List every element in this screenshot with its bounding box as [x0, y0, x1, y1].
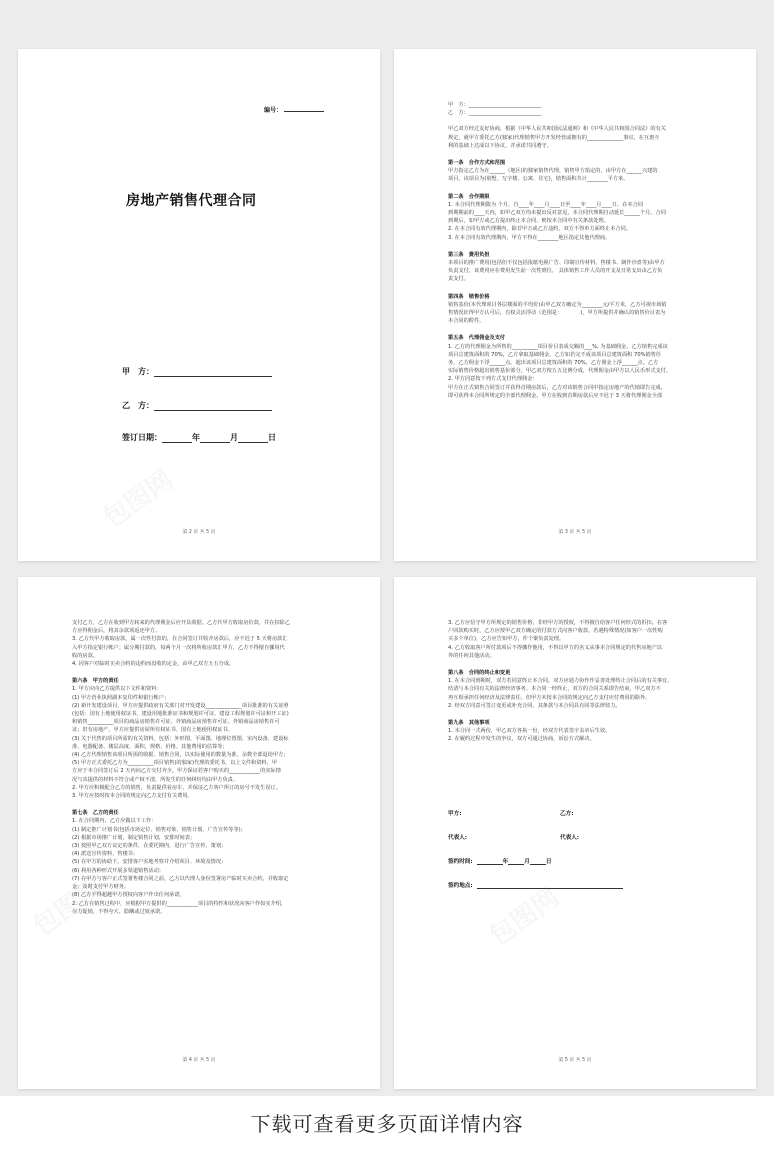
- section-heading: 第八条 合同的终止和变更: [448, 670, 511, 677]
- text-line: 外的任何其他活动。: [448, 652, 495, 659]
- text-line: 2. 在本合同有效代理期内，除非甲方或乙方违约，双方不得单方面终止本合同。: [448, 226, 631, 233]
- text-line: (4) 乙方代理销售该项目所需的收据、销售合同，以实际使用的数量为准，余数全部退给甲方；: [72, 752, 289, 759]
- text-line: 况与其提供的材料不符合或产权不清，所发生的任何纠纷均由甲方负责。: [72, 776, 239, 783]
- text-line: (5) 甲方正式委托乙方为__________项目销售(的独家)代理的委托书，以上文件和资料，甲: [72, 760, 277, 767]
- text-line: 收的房款。: [72, 652, 98, 659]
- section-heading: 第四条 销售价格: [448, 293, 490, 300]
- text-line: 1. 甲方应向乙方提供以下文件和资料：: [72, 686, 162, 693]
- text-line: (2) 新开发建设项目，甲方应提供政府有关部门对开发建设______________项目批准的有关证照: [72, 702, 289, 709]
- sign-date-line: [122, 432, 276, 443]
- text-line: 4. 乙方收取客户所付款项后不得挪作他用，不得以甲方的名义从事本合同规定的代售房地产以: [448, 644, 663, 651]
- text-line: 4. 因客户对临时买卖合约的违约而没收的定金，由甲乙双方五五分成。: [72, 661, 235, 668]
- text-line: (1) 甲方营业执照副本复印件和银行帐户；: [72, 694, 170, 701]
- text-line: 乙 方：____________________________: [448, 110, 542, 117]
- day-label: 日: [268, 433, 276, 442]
- section-heading: 第六条 甲方的责任: [72, 678, 119, 685]
- sign-time-line: [448, 857, 551, 865]
- text-line: 到期后，如甲方或乙方提出终止本合同，则按本合同中有关条款处理。: [448, 218, 609, 225]
- text-line: (3) 关于代售的项目所需的有关资料，包括：外形图、平面图、地理位置图、室内设备、建设标: [72, 735, 289, 742]
- text-line: 1. 在合同期内，乙方应做以下工作：: [72, 818, 157, 825]
- text-line: 利的基础上达成以下协议，并承诺共同遵守。: [448, 142, 552, 149]
- text-line: 方应得佣金后，将其余款项返还甲方。: [72, 628, 161, 635]
- text-line: 2. 经双方同意可签订变更或补充合同，其条款与本合同具有同等法律效力。: [448, 702, 621, 709]
- rep-party-b: 代表人:: [560, 835, 580, 841]
- number-label: 编号：: [263, 107, 282, 114]
- page-footer: 第 3 页 共 5 页: [558, 530, 592, 535]
- month-blank: [508, 864, 524, 865]
- party-b-line: [122, 400, 272, 411]
- text-line: 证；旧有房地产，甲方应提供房屋所有权证书、国有土地使用权证书。: [72, 727, 233, 734]
- page-body: [72, 619, 326, 916]
- spacer: [448, 117, 702, 125]
- text-line: (8) 乙方不得超越甲方授权向客户作出任何承诺。: [72, 892, 185, 899]
- text-line: 尽力促销，不得夸大、隐瞒或过度承诺。: [72, 908, 166, 915]
- contract-page-3: [394, 49, 756, 561]
- text-line: 入甲方指定银行帐户；属分期付款的，每两个月一次将所收房款汇甲方，乙方不得擅自挪用代: [72, 644, 285, 651]
- text-line: 2. 在履约过程中发生的争议，双方可通过协商、诉讼方式解决。: [448, 736, 595, 743]
- page-footer: 第 4 页 共 5 页: [182, 1058, 216, 1063]
- page-body: [448, 101, 702, 400]
- text-line: (4) 派送宣传资料、售楼书；: [72, 851, 139, 858]
- text-line: 2. 乙方在销售过程中，应根据甲方提供的____________项目的特性和状况向客户作如实介绍，: [72, 900, 287, 907]
- sig-party-a: 甲方:: [448, 811, 462, 817]
- text-line: 本项目的推广费用(包括但不仅包括报纸电视广告、印制宣传材料、售楼书、制作沙盘等)由甲方: [448, 260, 665, 267]
- text-line: 项目，该项目为(别墅、写字楼、公寓、住宅)，销售面积共计________平方米。: [448, 176, 629, 183]
- text-line: 甲 方：____________________________: [448, 102, 542, 108]
- contract-title: 房地产销售代理合同: [126, 193, 257, 209]
- year-blank: [477, 864, 503, 865]
- text-line: 金；及时支付甲方财务。: [72, 884, 130, 891]
- watermark: [480, 878, 565, 953]
- text-line: 售情况征得甲方认可后，有权灵活浮动（范围是： )，甲方所提供并确认的销售价目表为: [448, 310, 666, 317]
- text-line: 3. 乙方代甲方收取房款，属一次性付款的，在合同签订并收齐房款后，应不迟于 5 天将房款汇: [72, 636, 288, 643]
- text-line: (3) 按照甲乙双方议定的条件，在委托期内，进行广告宣传、策划；: [72, 843, 227, 850]
- text-line: 甲方在正式销售合同签订并获得首期房款后，乙方对该销售合同中指定房地产的代销即告完成，: [448, 384, 666, 391]
- text-line: 1. 本合同一式两份，甲乙双方各执一份，经双方代表签字盖章后生效。: [448, 728, 611, 735]
- text-line: 结清与本合同有关的法律经济事务。本合同一经终止，双方的合同关系即告结束，甲乙双方不: [448, 686, 661, 693]
- text-line: 支付乙方，乙方在收到甲方转来的代理佣金后应开具收据。乙方代甲方收取房价款，并在扣除乙: [72, 620, 290, 626]
- text-line: 规定，就甲方委托乙方(独家)代理销售甲方开发经营或拥有的______________事宜，在互惠互: [448, 134, 660, 141]
- month-label: 月: [230, 433, 238, 442]
- watermark: [94, 460, 179, 535]
- contract-page-2: [18, 49, 380, 561]
- text-line: 甲乙双方经过友好协商，根据《中华人民共和国民法通则》和《中华人民共和国合同法》的有关: [448, 126, 666, 133]
- text-line: 销售基价(本代理项目各层楼面的平均价)由甲乙双方确定为________元/平方米，乙方可视市场销: [448, 301, 667, 308]
- year-label: 年: [502, 859, 509, 865]
- text-line: (2) 根据市场推广计划，制定销售计划，安排时间表；: [72, 834, 196, 841]
- text-line: 买多个单位)，乙方应告知甲方，作个案负责处理。: [448, 636, 565, 643]
- sign-place-blank: [477, 888, 623, 889]
- text-line: 负责支付。该费用应在费用发生前一次性到位。 具体销售工作人员的开支及日常支出由乙方负: [448, 268, 663, 275]
- text-line: (7) 在甲方与客户正式签署售楼合同之前，乙方以代理人身份签署房产临时买卖合约，并收取定: [72, 875, 289, 882]
- section-heading: 第五条 代理佣金及支付: [448, 335, 506, 342]
- day-label: 日: [545, 859, 552, 865]
- page-footer: 第 5 页 共 5 页: [558, 1058, 592, 1063]
- text-line: 1. 本合同代理期限为 个月，自____年____月____日至____年____月____日。在本合同: [448, 201, 643, 208]
- sign-date-label: 签订日期：: [122, 433, 162, 442]
- section-heading: 第七条 乙方的责任: [72, 810, 119, 817]
- text-line: 2. 甲方应积极配合乙方的销售，负责提供看房车，并保证乙方客户所订的房号不发生误订。: [72, 784, 281, 791]
- day-blank: [238, 442, 268, 443]
- page-footer: 第 2 页 共 5 页: [182, 530, 216, 535]
- party-a-line: [122, 366, 272, 377]
- text-line: 3. 甲方应按时按本合同的规定向乙方支付有关费用。: [72, 793, 193, 800]
- sig-party-b: 乙方:: [560, 811, 574, 817]
- year-label: 年: [192, 433, 200, 442]
- party-b-blank: [154, 410, 272, 411]
- section-heading: 第二条 合作期限: [448, 193, 490, 200]
- text-line: 甲方指定乙方为在______（地区)的独家销售代理，销售甲方指定的，由甲方在______兴建的: [448, 168, 658, 175]
- text-line: 3. 乙方应信守甲方所规定的销售价格，非经甲方的授权，不得擅自给客户任何形式的折扣。在客: [448, 620, 668, 626]
- text-line: 和销售__________项目的商品房销售许可证、外销商品房预售许可证、外销商品房销售许可: [72, 719, 280, 726]
- text-line: 即可获得本合同所规定的全部代理佣金。甲方在收到首期房款后应不迟于 3 天将代理佣金全部: [448, 392, 663, 399]
- text-line: (包括：国有土地使用权证书、建设用地批准证书和规划许可证、建设工程规划许可证和开工证): [72, 711, 289, 718]
- sign-place-label: 签约地点:: [448, 883, 473, 889]
- text-line: 再互相承担任何经济及法律责任。但甲方未按本合同的规定向乙方支付应付费用的除外。: [448, 694, 651, 701]
- text-line: (1) 制定推广计划书(包括市场定位、销售对象、销售计划、广告宣传等等)；: [72, 826, 246, 833]
- text-line: (6) 利用各种形式开展多渠道销售活动；: [72, 867, 164, 874]
- text-line: 实际销售价格超出销售基价部分，甲乙双方按五五比例分成，代理佣金由甲方以人民币形式支付。: [448, 368, 672, 375]
- rep-party-a: 代表人:: [448, 835, 468, 841]
- party-a-blank: [154, 376, 272, 377]
- text-line: (5) 在甲方的协助下，安排客户实地考察并介绍项目、环境及情况；: [72, 859, 227, 866]
- download-caption[interactable]: 下载可查看更多页面详情内容: [250, 1112, 524, 1136]
- section-heading: 第九条 其他事项: [448, 720, 490, 727]
- text-line: 方应于本合同签订后 2 天内向乙方交付齐全。甲方保证若客户购买的____________的实际情: [72, 768, 281, 775]
- text-line: 务，乙方佣金下浮______点。超出该项目总建筑面积的 70%，乙方佣金上浮______点。乙方: [448, 360, 659, 367]
- contract-page-5: [394, 577, 756, 1089]
- section-heading: 第三条 费用负担: [448, 251, 490, 258]
- party-b-label: 乙 方：: [122, 401, 154, 410]
- text-line: 户回款购买时，乙方应按甲乙双方确定的付款方式向客户收款。若遇特殊情况(如客户一次性购: [448, 628, 663, 635]
- text-line: 到期期前的____天内，如甲乙双方均未提出反对意见，本合同代理期自动延长______个月。合同: [448, 210, 666, 217]
- number-blank: [284, 111, 324, 112]
- text-line: 项目总建筑面积的 70%，乙方拿取基础佣金。乙方如若完不成该项目总建筑面积 70%销售任: [448, 351, 662, 358]
- sign-time-label: 签约时间:: [448, 859, 473, 865]
- text-line: 1. 乙方的代理佣金为所售的__________项目价目表成交额的___%, 为基础佣金。乙方销售完成该: [448, 343, 668, 350]
- text-line: 2. 甲方同意按下列方式支付代理佣金：: [448, 376, 538, 383]
- month-label: 月: [524, 859, 530, 865]
- party-a-label: 甲 方：: [122, 367, 154, 376]
- contract-page-4: [18, 577, 380, 1089]
- text-line: 1. 在本合同到期时，双方若同意终止本合同，双方应通力协作作妥善处理终止合同后的有关事宜，: [448, 678, 673, 685]
- page-body: [448, 619, 702, 744]
- year-blank: [162, 442, 192, 443]
- text-line: 责支付。: [448, 276, 469, 283]
- day-blank: [530, 864, 546, 865]
- text-line: 3. 在本合同有效代理期内，甲方不得在________地区指定其他代理商。: [448, 234, 611, 241]
- text-line: 准、电器配备、楼层高度、面积、规格、价格、其他费用的估算等；: [72, 743, 228, 750]
- month-blank: [200, 442, 230, 443]
- text-line: 本合同的附件。: [448, 318, 485, 325]
- sign-place-line: [448, 881, 623, 889]
- section-heading: 第一条 合作方式和范围: [448, 160, 506, 167]
- contract-number: [264, 105, 324, 114]
